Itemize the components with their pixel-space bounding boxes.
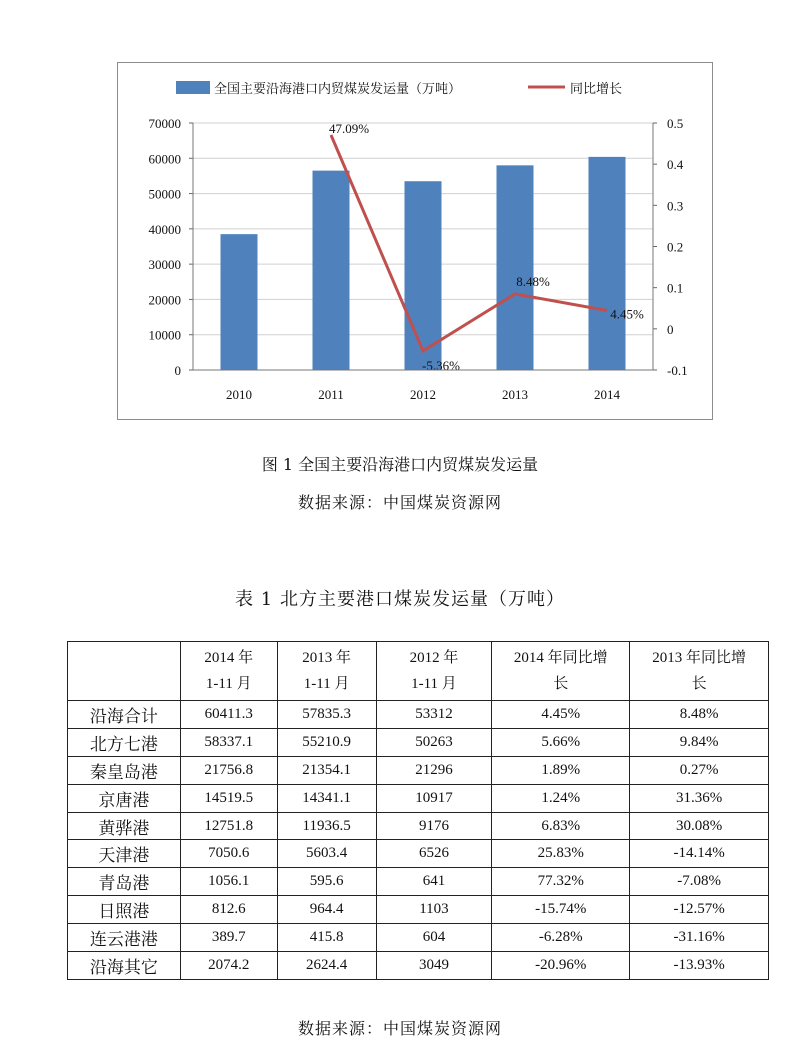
data-label: 47.09% xyxy=(328,120,370,136)
right-axis-tick-label: 0.2 xyxy=(667,239,684,255)
table-cell: 50263 xyxy=(376,728,492,756)
left-axis-tick-label: 70000 xyxy=(148,116,181,131)
legend-swatch-bar xyxy=(176,81,210,94)
table-cell: 2074.2 xyxy=(180,952,277,980)
table-row xyxy=(68,701,769,729)
table-cell: 55210.9 xyxy=(277,728,376,756)
table-row xyxy=(68,728,769,756)
table-header-line: 1-11 月 xyxy=(411,676,457,692)
bar xyxy=(221,234,258,370)
table-cell: 30.08% xyxy=(630,812,769,840)
x-axis-tick-label: 2012 xyxy=(410,387,436,402)
table-cell: 7050.6 xyxy=(180,840,277,868)
left-axis-tick-label: 50000 xyxy=(148,186,181,202)
port-name-cell: 青岛港 xyxy=(68,868,181,896)
table-source: 数据来源：中国煤炭资源网 xyxy=(297,1019,502,1038)
table-cell: 8.48% xyxy=(630,701,769,729)
table-header-cell xyxy=(277,642,376,701)
table-header-line: 2014 年同比增 xyxy=(513,650,608,666)
chart-frame xyxy=(117,62,713,420)
table-cell: 641 xyxy=(376,868,492,896)
left-axis-tick-label: 0 xyxy=(174,363,181,378)
table-row xyxy=(68,840,769,868)
growth-line xyxy=(331,135,607,351)
table-header-line: 1-11 月 xyxy=(205,676,252,692)
table-header-line: 2013 年 xyxy=(302,650,351,666)
bar xyxy=(313,171,350,370)
right-axis-tick-label: 0.3 xyxy=(667,198,684,214)
table-cell: 1056.1 xyxy=(180,868,277,896)
table-cell: 57835.3 xyxy=(277,701,376,729)
table-cell: -14.14% xyxy=(630,840,769,868)
table-cell: -20.96% xyxy=(492,952,630,980)
table-cell: 415.8 xyxy=(277,924,376,952)
table-row xyxy=(68,896,769,924)
table-cell: 0.27% xyxy=(630,756,769,784)
data-label: 4.45% xyxy=(610,306,644,322)
left-axis-tick-label: 40000 xyxy=(148,221,181,237)
port-name-cell: 沿海其它 xyxy=(68,952,181,980)
table-cell: 389.7 xyxy=(180,924,277,952)
table-cell: 53312 xyxy=(376,701,492,729)
table-cell: 58337.1 xyxy=(180,728,277,756)
table-cell: 25.83% xyxy=(492,840,630,868)
table-row xyxy=(68,756,769,784)
bar xyxy=(497,165,534,370)
table-cell: 812.6 xyxy=(180,896,277,924)
table-cell: -31.16% xyxy=(630,924,769,952)
table-header-line: 长 xyxy=(691,676,707,692)
right-axis-tick-label: -0.1 xyxy=(667,363,688,378)
table-row xyxy=(68,784,769,812)
left-axis-tick-label: 10000 xyxy=(148,327,181,343)
left-axis-tick-label: 20000 xyxy=(148,292,181,308)
data-label: -5.36% xyxy=(422,357,460,373)
table-cell: 77.32% xyxy=(492,868,630,896)
bar xyxy=(589,157,626,370)
table-cell: -7.08% xyxy=(630,868,769,896)
table-cell: 2624.4 xyxy=(277,952,376,980)
table-header-line: 2012 年 xyxy=(409,650,459,666)
x-axis-tick-label: 2014 xyxy=(594,387,620,402)
right-axis-tick-label: 0.5 xyxy=(667,116,684,131)
table-cell: -12.57% xyxy=(630,896,769,924)
table-header-cell xyxy=(492,642,630,701)
table-cell: 595.6 xyxy=(277,868,376,896)
table-row xyxy=(68,924,769,952)
table-cell: 604 xyxy=(376,924,492,952)
table-cell: 14341.1 xyxy=(277,784,376,812)
port-name-cell: 秦皇岛港 xyxy=(68,756,181,784)
figure-caption: 图 1 全国主要沿海港口内贸煤炭发运量 xyxy=(261,455,539,474)
table-cell: 10917 xyxy=(376,784,492,812)
table-row xyxy=(68,952,769,980)
table-cell: 14519.5 xyxy=(180,784,277,812)
legend-label-line: 同比增长 xyxy=(570,81,623,96)
table-cell: 3049 xyxy=(376,952,492,980)
table-cell: 21756.8 xyxy=(180,756,277,784)
port-name-cell: 沿海合计 xyxy=(68,701,181,729)
combo-chart xyxy=(118,63,712,419)
table-header-cell xyxy=(376,642,492,701)
table-header-cell xyxy=(630,642,769,701)
table-cell: 5.66% xyxy=(492,728,630,756)
table-cell: 60411.3 xyxy=(180,701,277,729)
port-name-cell: 日照港 xyxy=(68,896,181,924)
table-cell: 21296 xyxy=(376,756,492,784)
x-axis-tick-label: 2013 xyxy=(502,387,528,402)
table-header-cell xyxy=(180,642,277,701)
figure-source: 数据来源：中国煤炭资源网 xyxy=(297,493,502,512)
port-name-cell: 天津港 xyxy=(68,840,181,868)
table-cell: 11936.5 xyxy=(277,812,376,840)
table-header-line: 2013 年同比增 xyxy=(652,650,746,666)
table-header-row xyxy=(68,642,769,701)
table-cell: -6.28% xyxy=(492,924,630,952)
x-axis-tick-label: 2010 xyxy=(226,387,252,402)
table-header-line: 1-11 月 xyxy=(303,676,350,692)
table-cell: -13.93% xyxy=(630,952,769,980)
port-name-cell: 北方七港 xyxy=(68,728,181,756)
table-cell: 6526 xyxy=(376,840,492,868)
table-cell: 12751.8 xyxy=(180,812,277,840)
table-cell: 9176 xyxy=(376,812,492,840)
table-cell: 9.84% xyxy=(630,728,769,756)
table-cell: 1.89% xyxy=(492,756,630,784)
table-cell: 1.24% xyxy=(492,784,630,812)
left-axis-tick-label: 60000 xyxy=(148,151,181,167)
port-name-cell: 京唐港 xyxy=(68,784,181,812)
table-title: 表 1 北方主要港口煤炭发运量（万吨） xyxy=(235,589,565,610)
table-header-cell xyxy=(68,642,181,701)
table-cell: -15.74% xyxy=(492,896,630,924)
table-cell: 5603.4 xyxy=(277,840,376,868)
coal-port-table xyxy=(67,641,769,980)
table-cell: 1103 xyxy=(376,896,492,924)
table-cell: 4.45% xyxy=(492,701,630,729)
table-header-line: 长 xyxy=(553,676,569,692)
legend-label-bar: 全国主要沿海港口内贸煤炭发运量（万吨） xyxy=(214,81,462,96)
right-axis-tick-label: 0.1 xyxy=(667,280,684,296)
left-axis-tick-label: 30000 xyxy=(148,257,181,273)
table-cell: 21354.1 xyxy=(277,756,376,784)
data-label: 8.48% xyxy=(516,273,550,289)
table-row xyxy=(68,812,769,840)
port-name-cell: 黄骅港 xyxy=(68,812,181,840)
table-cell: 964.4 xyxy=(277,896,376,924)
right-axis-tick-label: 0.4 xyxy=(667,157,684,173)
table-header-line: 2014 年 xyxy=(204,650,254,666)
right-axis-tick-label: 0 xyxy=(667,321,674,337)
x-axis-tick-label: 2011 xyxy=(318,387,344,402)
table-cell: 31.36% xyxy=(630,784,769,812)
port-name-cell: 连云港港 xyxy=(68,924,181,952)
table-cell: 6.83% xyxy=(492,812,630,840)
table-row xyxy=(68,868,769,896)
